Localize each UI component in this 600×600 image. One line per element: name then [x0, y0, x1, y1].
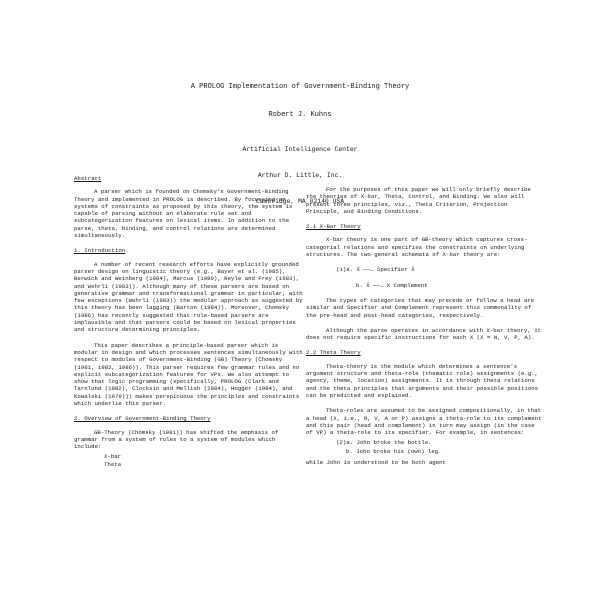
affiliation-line: Arthur D. Little, Inc.: [257, 171, 343, 179]
module-item: X-bar: [104, 452, 122, 460]
section-paragraph: X-bar theory is one part of GB-theory which captures cross-categorial relations and specifies the constraints on underlying structures. The two general schemata of X-bar theory are:: [306, 236, 528, 259]
affiliation-line: Artificial Intelligence Center: [242, 146, 358, 154]
intro-heading: 1. Introduction: [74, 247, 126, 255]
section-heading: 2. Overview of Government-Binding Theory: [74, 415, 211, 423]
section-heading: 2.1 X-Bar Theory: [306, 223, 361, 231]
right-column: [306, 186, 542, 474]
example-sentence: b. John broke his (own) leg.: [346, 447, 442, 455]
section-paragraph: The types of categories that may precede or follow a head are similar and Specifier and Complement represent this commonality of the pre-head and post-head categories, respectively.: [306, 296, 535, 319]
section-paragraph: Although the parse operates in accordance with X-bar theory, it does not require specific instructions for each X (X = N, V, P, A).: [306, 326, 542, 342]
section-heading: 2.2 Theta Theory: [306, 349, 361, 357]
module-item: Theta: [104, 460, 122, 468]
affiliation-line: Cambridge, MA 02140 USA: [255, 197, 345, 205]
example-sentence: (2)a. John broke the bottle.: [336, 439, 432, 447]
intro-paragraph: A number of recent research efforts have explicitly grounded parser design on linguistic theory (e.g., Bayer et al. (1985), Berwick and Weinberg (1984), Marcus (1980), Reyle and Frey (1983), and Wehrli (1983)). Although many of these parsers are based on generative grammar and transformational grammar in particular, with few exceptions (Wehrli (1983)) the modular approach as suggested by this theory has been lagging (Barton (1984)). Moreover, Chomsky (1986) has recently suggested that rule-based parsers are implausible and that parsers could be based on lexical properties and structure determining principles.: [74, 260, 303, 334]
section-paragraph: while John is understood to be both agent: [306, 459, 446, 467]
paper-title: A PROLOG Implementation of Government-Binding Theory: [190, 83, 410, 91]
intro-paragraph: This paper describes a principle-based parser which is modular in design and which processes sentences simultaneously with respect to modules of Government-Binding (GB) Theory (Chomsky (1981, 1982, 1986)). This parser requires few grammar rules and no explicit subcategorization features for VPs. We also attempt to show that logic programming (specifically, PROLOG (Clark and Tarnlund (1982), Clocksin and Mellish (1984), Hogger (1984), and Kowalski (1979))) makes perspicuous the principles and constraints which underlie this parser.: [74, 341, 303, 408]
intro-paragraph: For the purposes of this paper we will only briefly describe the theories of X-bar, Theta, Control, and Binding. We also will present three principles, viz., Theta Criterion, Projection Principle, and Binding Conditions.: [306, 186, 531, 215]
abstract-text: A parser which is founded on Chomsky's Government-Binding Theory and implemented in PROLOG is described. By focussing on systems of constraints as proposed by this theory, the system is capable of parsing without an elaborate rule set and subcategorization features on lexical items. In addition to the parse, theta, binding, and control relations are determined simultaneously.: [74, 188, 293, 240]
xbar-rule: b. X̄ ——→ X Complement: [356, 281, 428, 289]
xbar-rule: (1)a. X̄ ——→ Specifier X̄: [336, 266, 415, 274]
abstract-heading: Abstract: [74, 175, 102, 182]
left-column: [74, 175, 304, 469]
section-paragraph: Theta-theory is the module which determines a sentence's argument structure and theta-role (thematic role) assignments (e.g., agency, theme, location) assignments. It is through theta relations and the theta principles that arguments and their possible positions can be predicted and explained.: [306, 362, 539, 399]
section-paragraph: Theta-roles are assumed to be assigned compositionally, in that a head (X, i.e., N, V, A or P) assigns a theta-role to its complement and this pair (head and complement) in turn may assign (in the case of VP) a theta-role to its specifier. For example, in sentences:: [306, 407, 542, 437]
paper-author: Robert J. Kuhns: [268, 111, 332, 119]
section-paragraph: GB-Theory (Chomsky (1981)) has shifted the emphasis of grammar from a system of rules to a system of modules which include:: [74, 428, 279, 451]
